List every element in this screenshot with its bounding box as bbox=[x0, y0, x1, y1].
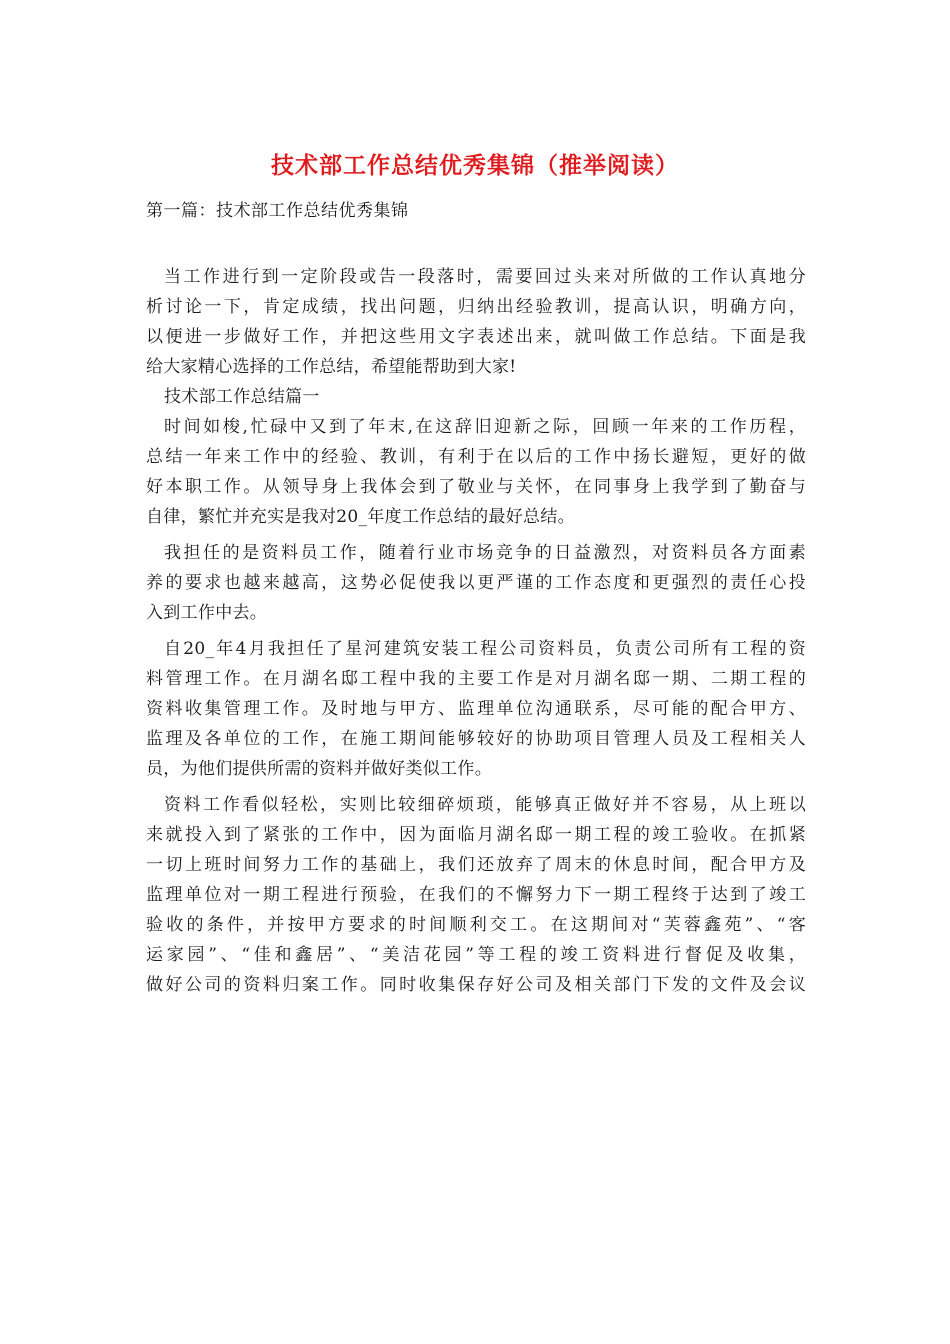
text-line: 资料工作看似轻松，实则比较细碎烦琐，能够真正做好并不容易，从上班以 bbox=[164, 795, 806, 815]
text-line: 养的要求也越来越高，这势必促使我以更严谨的工作态度和更强烈的责任心投 bbox=[146, 573, 806, 593]
text-line: 一切上班时间努力工作的基础上，我们还放弃了周末的休息时间，配合甲方及 bbox=[146, 855, 806, 875]
paragraph bbox=[146, 412, 806, 532]
text-line: 自律，繁忙并充实是我对20_年度工作总结的最好总结。 bbox=[146, 507, 575, 527]
paragraph bbox=[146, 634, 806, 784]
text-line: 好本职工作。从领导身上我体会到了敬业与关怀，在同事身上我学到了勤奋与 bbox=[146, 477, 806, 497]
text-line: 资料收集管理工作。及时地与甲方、监理单位沟通联系，尽可能的配合甲方、 bbox=[146, 699, 806, 719]
document-body bbox=[146, 262, 806, 1000]
text-line: 运家园”、“佳和鑫居”、“美洁花园”等工程的竣工资料进行督促及收集， bbox=[146, 945, 806, 965]
document-subtitle: 第一篇：技术部工作总结优秀集锦 bbox=[146, 201, 409, 221]
text-line: 做好公司的资料归案工作。同时收集保存好公司及相关部门下发的文件及会议 bbox=[146, 975, 806, 995]
text-line: 料管理工作。在月湖名邸工程中我的主要工作是对月湖名邸一期、二期工程的 bbox=[146, 669, 806, 689]
text-line: 总结一年来工作中的经验、教训，有利于在以后的工作中扬长避短，更好的做 bbox=[146, 447, 806, 467]
text-line: 监理单位对一期工程进行预验，在我们的不懈努力下一期工程终于达到了竣工 bbox=[146, 885, 806, 905]
text-line: 以便进一步做好工作，并把这些用文字表述出来，就叫做工作总结。下面是我 bbox=[146, 327, 806, 347]
text-line: 我担任的是资料员工作，随着行业市场竞争的日益激烈，对资料员各方面素 bbox=[164, 543, 806, 563]
text-line: 时间如梭,忙碌中又到了年末,在这辞旧迎新之际，回顾一年来的工作历程， bbox=[164, 417, 806, 437]
text-line: 技术部工作总结篇一 bbox=[164, 387, 320, 407]
text-line: 员，为他们提供所需的资料并做好类似工作。 bbox=[146, 759, 492, 779]
document-title: 技术部工作总结优秀集锦（推举阅读） bbox=[271, 152, 679, 179]
text-line: 自20_年4月我担任了星河建筑安装工程公司资料员，负责公司所有工程的资 bbox=[164, 639, 806, 659]
paragraph bbox=[146, 538, 806, 628]
text-line: 验收的条件，并按甲方要求的时间顺利交工。在这期间对“芙蓉鑫苑”、“客 bbox=[146, 915, 806, 935]
text-line: 给大家精心选择的工作总结，希望能帮助到大家! bbox=[146, 357, 517, 377]
text-line: 当工作进行到一定阶段或告一段落时，需要回过头来对所做的工作认真地分 bbox=[164, 267, 806, 287]
section-heading bbox=[146, 382, 806, 412]
text-line: 入到工作中去。 bbox=[146, 603, 268, 623]
text-line: 析讨论一下，肯定成绩，找出问题，归纳出经验教训，提高认识，明确方向， bbox=[146, 297, 806, 317]
paragraph-intro bbox=[146, 262, 806, 382]
text-line: 来就投入到了紧张的工作中，因为面临月湖名邸一期工程的竣工验收。在抓紧 bbox=[146, 825, 806, 845]
paragraph bbox=[146, 790, 806, 1000]
text-line: 监理及各单位的工作，在施工期间能够较好的协助项目管理人员及工程相关人 bbox=[146, 729, 806, 749]
